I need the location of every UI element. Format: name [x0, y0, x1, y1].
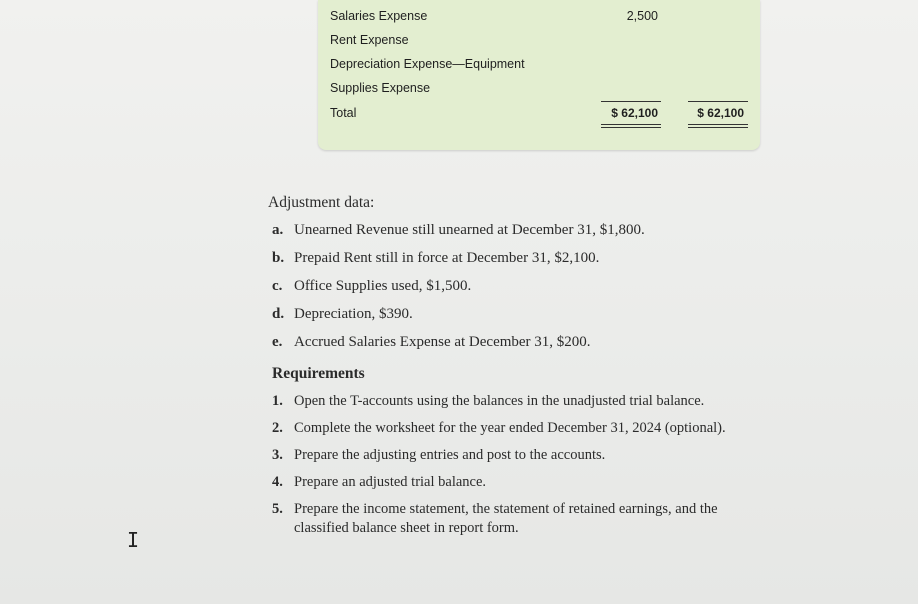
requirement-number: 4. — [272, 474, 283, 490]
requirements-title: Requirements — [272, 365, 365, 382]
adjustment-text: Accrued Salaries Expense at December 31, $200. — [294, 334, 591, 350]
adjustment-data-title: Adjustment data: — [268, 194, 375, 211]
adjustment-text: Depreciation, $390. — [294, 306, 413, 322]
adjustment-item — [272, 334, 591, 351]
requirement-item-continuation: classified balance sheet in report form. — [294, 520, 519, 536]
adjustment-letter: a. — [272, 222, 284, 238]
tb-row-debit: 2,500 — [626, 9, 658, 23]
tb-total-label: Total — [330, 106, 357, 120]
adjustment-item — [272, 278, 471, 295]
requirement-number: 1. — [272, 393, 283, 409]
total-credit-double-rule — [688, 124, 748, 128]
requirement-item — [272, 501, 718, 518]
total-debit-double-rule — [601, 124, 661, 128]
requirement-number: 5. — [272, 501, 283, 517]
requirement-number: 3. — [272, 447, 283, 463]
requirement-item — [272, 474, 486, 491]
adjustment-letter: b. — [272, 250, 285, 266]
tb-row-label: Supplies Expense — [330, 81, 431, 95]
tb-total-debit: $ 62,100 — [611, 106, 658, 120]
tb-total-credit: $ 62,100 — [697, 106, 744, 120]
adjustment-text: Prepaid Rent still in force at December 31, $2,100. — [294, 250, 600, 266]
total-credit-rule — [688, 101, 748, 102]
adjustment-text: Unearned Revenue still unearned at December 31, $1,800. — [294, 222, 645, 238]
adjustment-item — [272, 306, 413, 323]
adjustment-item — [272, 222, 645, 239]
adjustment-letter: d. — [272, 306, 285, 322]
adjustment-letter: c. — [272, 278, 283, 294]
requirement-text: Complete the worksheet for the year ended December 31, 2024 (optional). — [294, 420, 726, 436]
adjustment-letter: e. — [272, 334, 283, 350]
requirement-text: Prepare an adjusted trial balance. — [294, 474, 487, 490]
adjustment-item — [272, 250, 599, 267]
requirement-item — [272, 447, 605, 464]
text-cursor-icon: I — [127, 528, 140, 552]
adjustment-text: Office Supplies used, $1,500. — [294, 278, 472, 294]
tb-row-label: Rent Expense — [330, 33, 409, 47]
requirement-text: Open the T-accounts using the balances in the unadjusted trial balance. — [294, 393, 705, 409]
total-debit-rule — [601, 101, 661, 102]
requirement-number: 2. — [272, 420, 283, 436]
trial-balance-table — [318, 0, 760, 150]
tb-row-label: Depreciation Expense—Equipment — [330, 57, 525, 71]
tb-row-label: Salaries Expense — [330, 9, 428, 23]
requirement-text: Prepare the adjusting entries and post to the accounts. — [294, 447, 606, 463]
requirement-item — [272, 393, 704, 410]
requirement-text: Prepare the income statement, the statement of retained earnings, and the — [294, 501, 718, 517]
requirement-item — [272, 420, 726, 437]
